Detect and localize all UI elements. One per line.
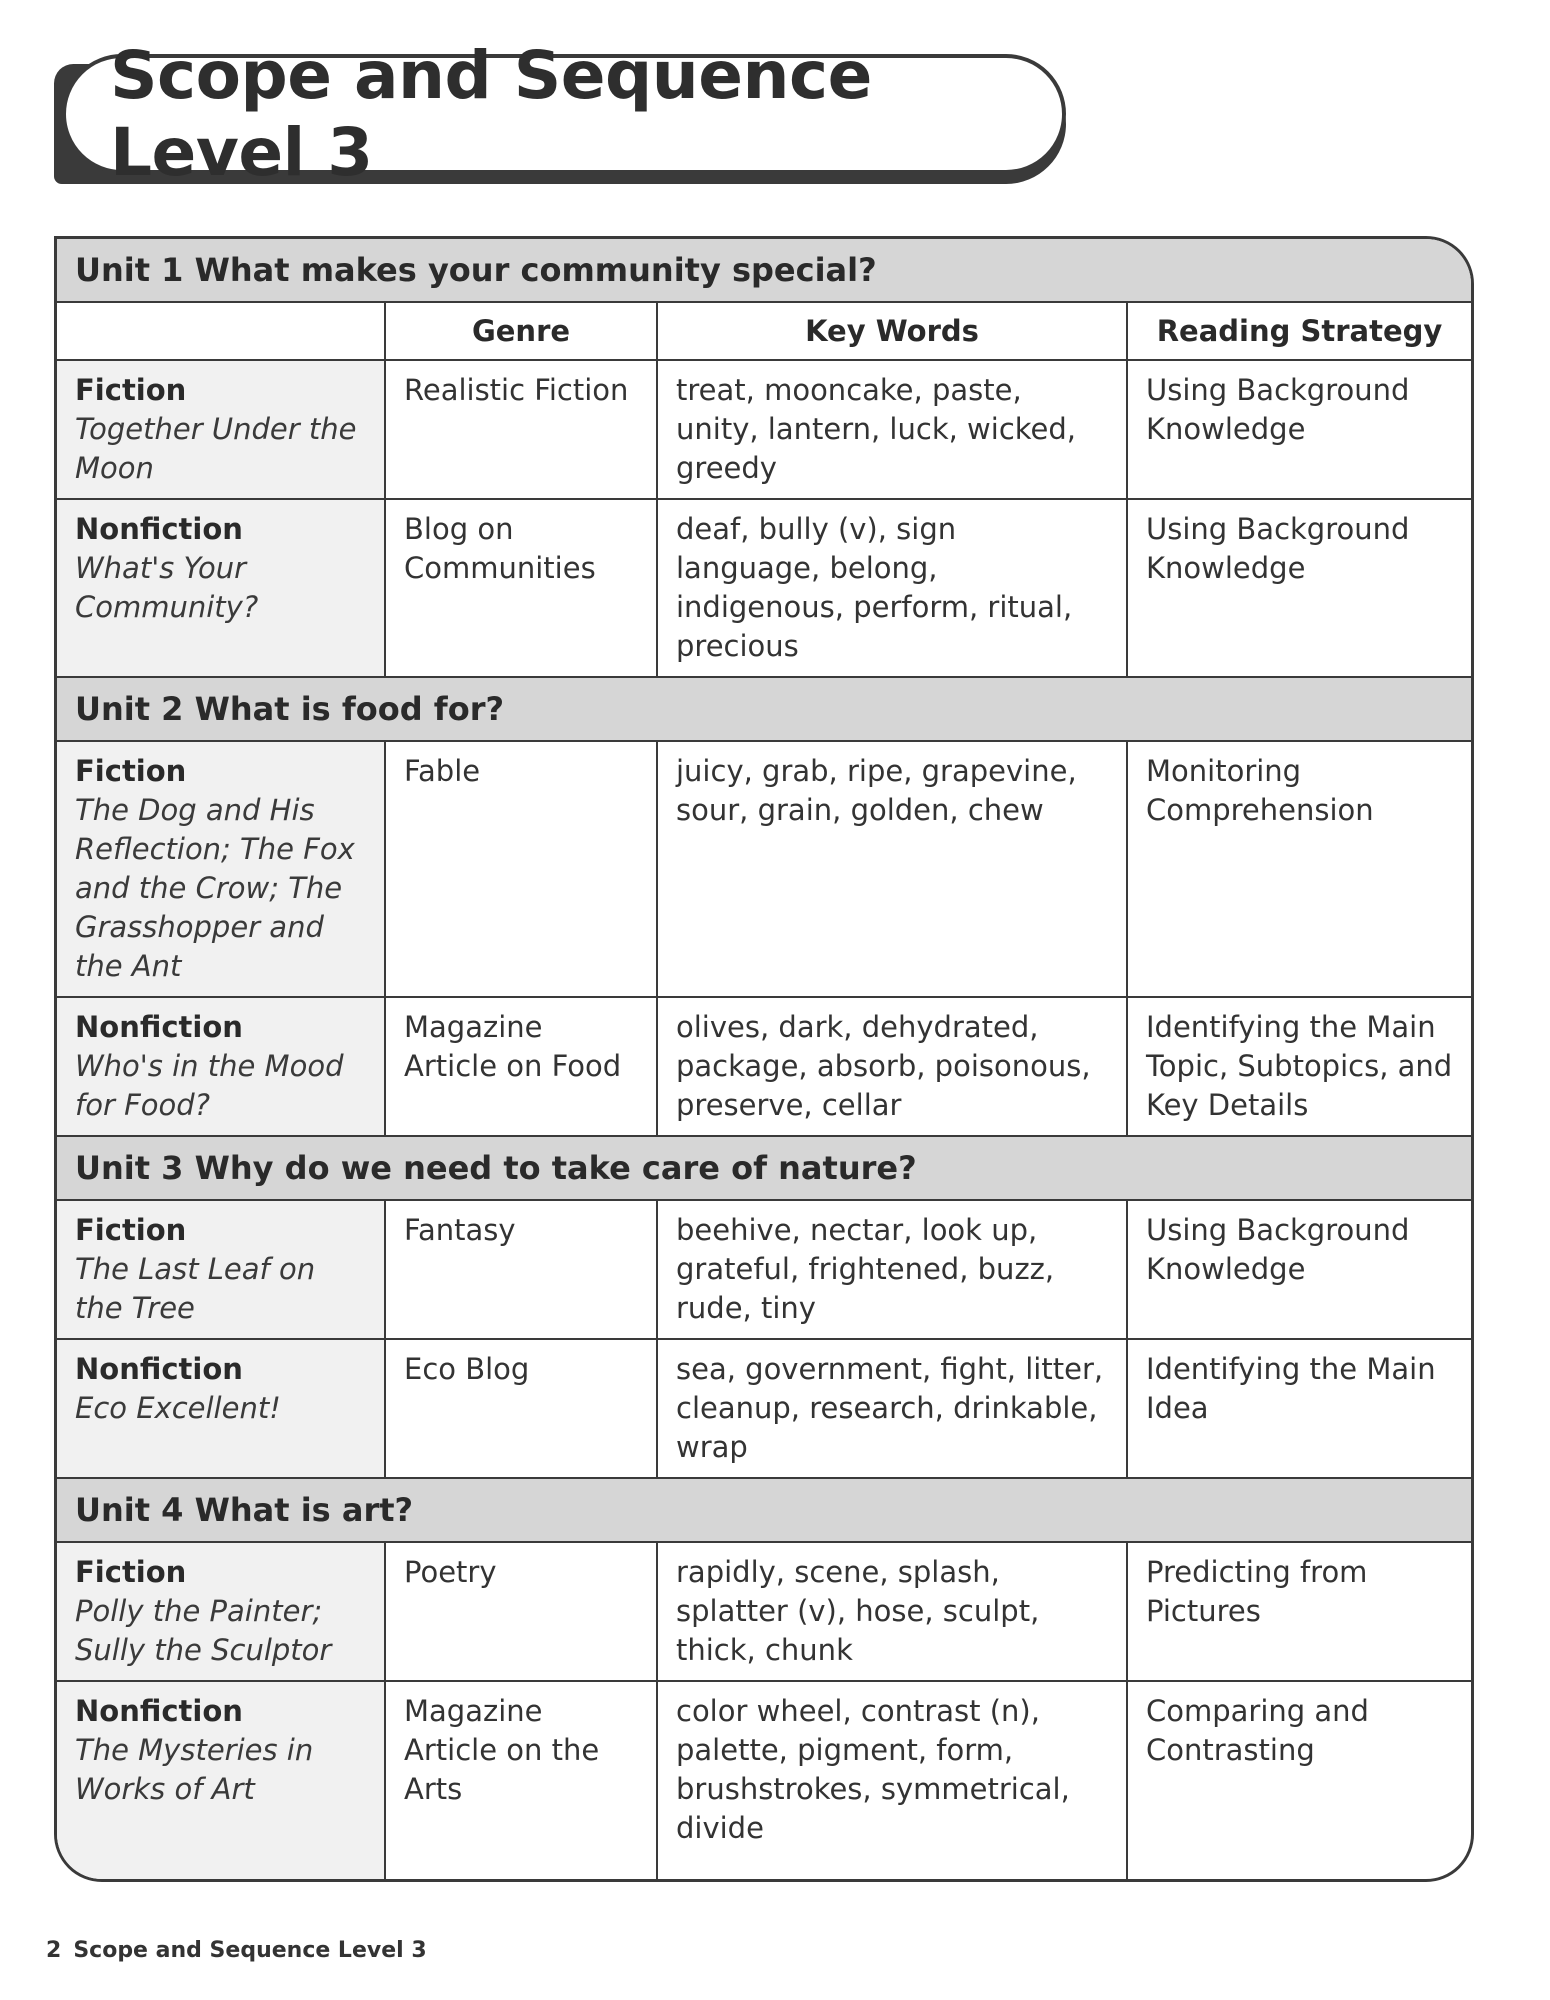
genre-cell: Magazine Article on Food: [385, 997, 657, 1136]
table-row: [57, 1200, 1471, 1339]
genre-cell: Eco Blog: [385, 1339, 657, 1478]
header-key-words: Key Words: [657, 302, 1127, 360]
table-row: [57, 741, 1471, 997]
unit-heading: Unit 1 What makes your community special?: [57, 239, 1471, 302]
page-footer: [46, 1938, 427, 1963]
table-row: [57, 499, 1471, 677]
title-box: [62, 37, 1066, 191]
strategy-cell: Using Background Knowledge: [1127, 360, 1471, 499]
key-words-cell: rapidly, scene, splash, splatter (v), hose, sculpt, thick, chunk: [657, 1542, 1127, 1681]
genre-cell: Fable: [385, 741, 657, 997]
selection-title: The Last Leaf on the Tree: [75, 1252, 316, 1325]
strategy-cell: Comparing and Contrasting: [1127, 1681, 1471, 1879]
key-words-cell: sea, government, fight, litter, cleanup, research, drinkable, wrap: [657, 1339, 1127, 1478]
selection-type: Nonfiction: [75, 1010, 243, 1044]
selection-cell: [57, 499, 385, 677]
table-row: [57, 1339, 1471, 1478]
key-words-cell: deaf, bully (v), sign language, belong, indigenous, perform, ritual, precious: [657, 499, 1127, 677]
unit-heading: Unit 2 What is food for?: [57, 677, 1471, 741]
table-row: [57, 1542, 1471, 1681]
selection-cell: [57, 1339, 385, 1478]
key-words-cell: treat, mooncake, paste, unity, lantern, luck, wicked, greedy: [657, 360, 1127, 499]
footer-title: Scope and Sequence Level 3: [73, 1938, 427, 1963]
key-words-cell: beehive, nectar, look up, grateful, frightened, buzz, rude, tiny: [657, 1200, 1127, 1339]
selection-type: Nonfiction: [75, 1352, 243, 1386]
unit-heading-row: [57, 1136, 1471, 1200]
page-number: 2: [46, 1938, 62, 1963]
strategy-cell: Using Background Knowledge: [1127, 1200, 1471, 1339]
unit-heading: Unit 3 Why do we need to take care of nature?: [57, 1136, 1471, 1200]
table-row: [57, 360, 1471, 499]
selection-cell: [57, 1542, 385, 1681]
selection-cell: [57, 360, 385, 499]
selection-title: What's Your Community?: [75, 551, 259, 624]
unit-heading: Unit 4 What is art?: [57, 1478, 1471, 1542]
selection-title: Together Under the Moon: [75, 412, 357, 485]
selection-cell: [57, 741, 385, 997]
selection-type: Fiction: [75, 1213, 187, 1247]
selection-title: Who's in the Mood for Food?: [75, 1049, 344, 1122]
table-row: [57, 997, 1471, 1136]
genre-cell: Magazine Article on the Arts: [385, 1681, 657, 1879]
scope-table: [57, 239, 1471, 1879]
key-words-cell: olives, dark, dehydrated, package, absorb, poisonous, preserve, cellar: [657, 997, 1127, 1136]
strategy-cell: Identifying the Main Idea: [1127, 1339, 1471, 1478]
strategy-cell: Predicting from Pictures: [1127, 1542, 1471, 1681]
selection-title: Polly the Painter; Sully the Sculptor: [75, 1594, 332, 1667]
selection-cell: [57, 1200, 385, 1339]
strategy-cell: Using Background Knowledge: [1127, 499, 1471, 677]
strategy-cell: Monitoring Comprehension: [1127, 741, 1471, 997]
unit-heading-row: [57, 239, 1471, 302]
genre-cell: Poetry: [385, 1542, 657, 1681]
key-words-cell: juicy, grab, ripe, grapevine, sour, grain, golden, chew: [657, 741, 1127, 997]
unit-heading-row: [57, 677, 1471, 741]
column-header-row: [57, 302, 1471, 360]
selection-cell: [57, 997, 385, 1136]
selection-type: Fiction: [75, 1555, 187, 1589]
unit-heading-row: [57, 1478, 1471, 1542]
genre-cell: Blog on Communities: [385, 499, 657, 677]
scope-table-frame: [54, 236, 1474, 1882]
selection-type: Fiction: [75, 373, 187, 407]
genre-cell: Fantasy: [385, 1200, 657, 1339]
selection-type: Nonfiction: [75, 1694, 243, 1728]
selection-title: Eco Excellent!: [75, 1391, 281, 1425]
header-genre: Genre: [385, 302, 657, 360]
selection-type: Nonfiction: [75, 512, 243, 546]
key-words-cell: color wheel, contrast (n), palette, pigment, form, brushstrokes, symmetrical, divide: [657, 1681, 1127, 1879]
header-blank: [57, 302, 385, 360]
title-banner: [54, 37, 1072, 191]
selection-title: The Dog and His Reflection; The Fox and the Crow; The Grasshopper and the Ant: [75, 793, 355, 983]
header-reading-strategy: Reading Strategy: [1127, 302, 1471, 360]
genre-cell: Realistic Fiction: [385, 360, 657, 499]
strategy-cell: Identifying the Main Topic, Subtopics, and Key Details: [1127, 997, 1471, 1136]
selection-type: Fiction: [75, 754, 187, 788]
page-title: Scope and Sequence Level 3: [110, 37, 872, 191]
table-row: [57, 1681, 1471, 1879]
selection-title: The Mysteries in Works of Art: [75, 1733, 314, 1806]
selection-cell: [57, 1681, 385, 1879]
